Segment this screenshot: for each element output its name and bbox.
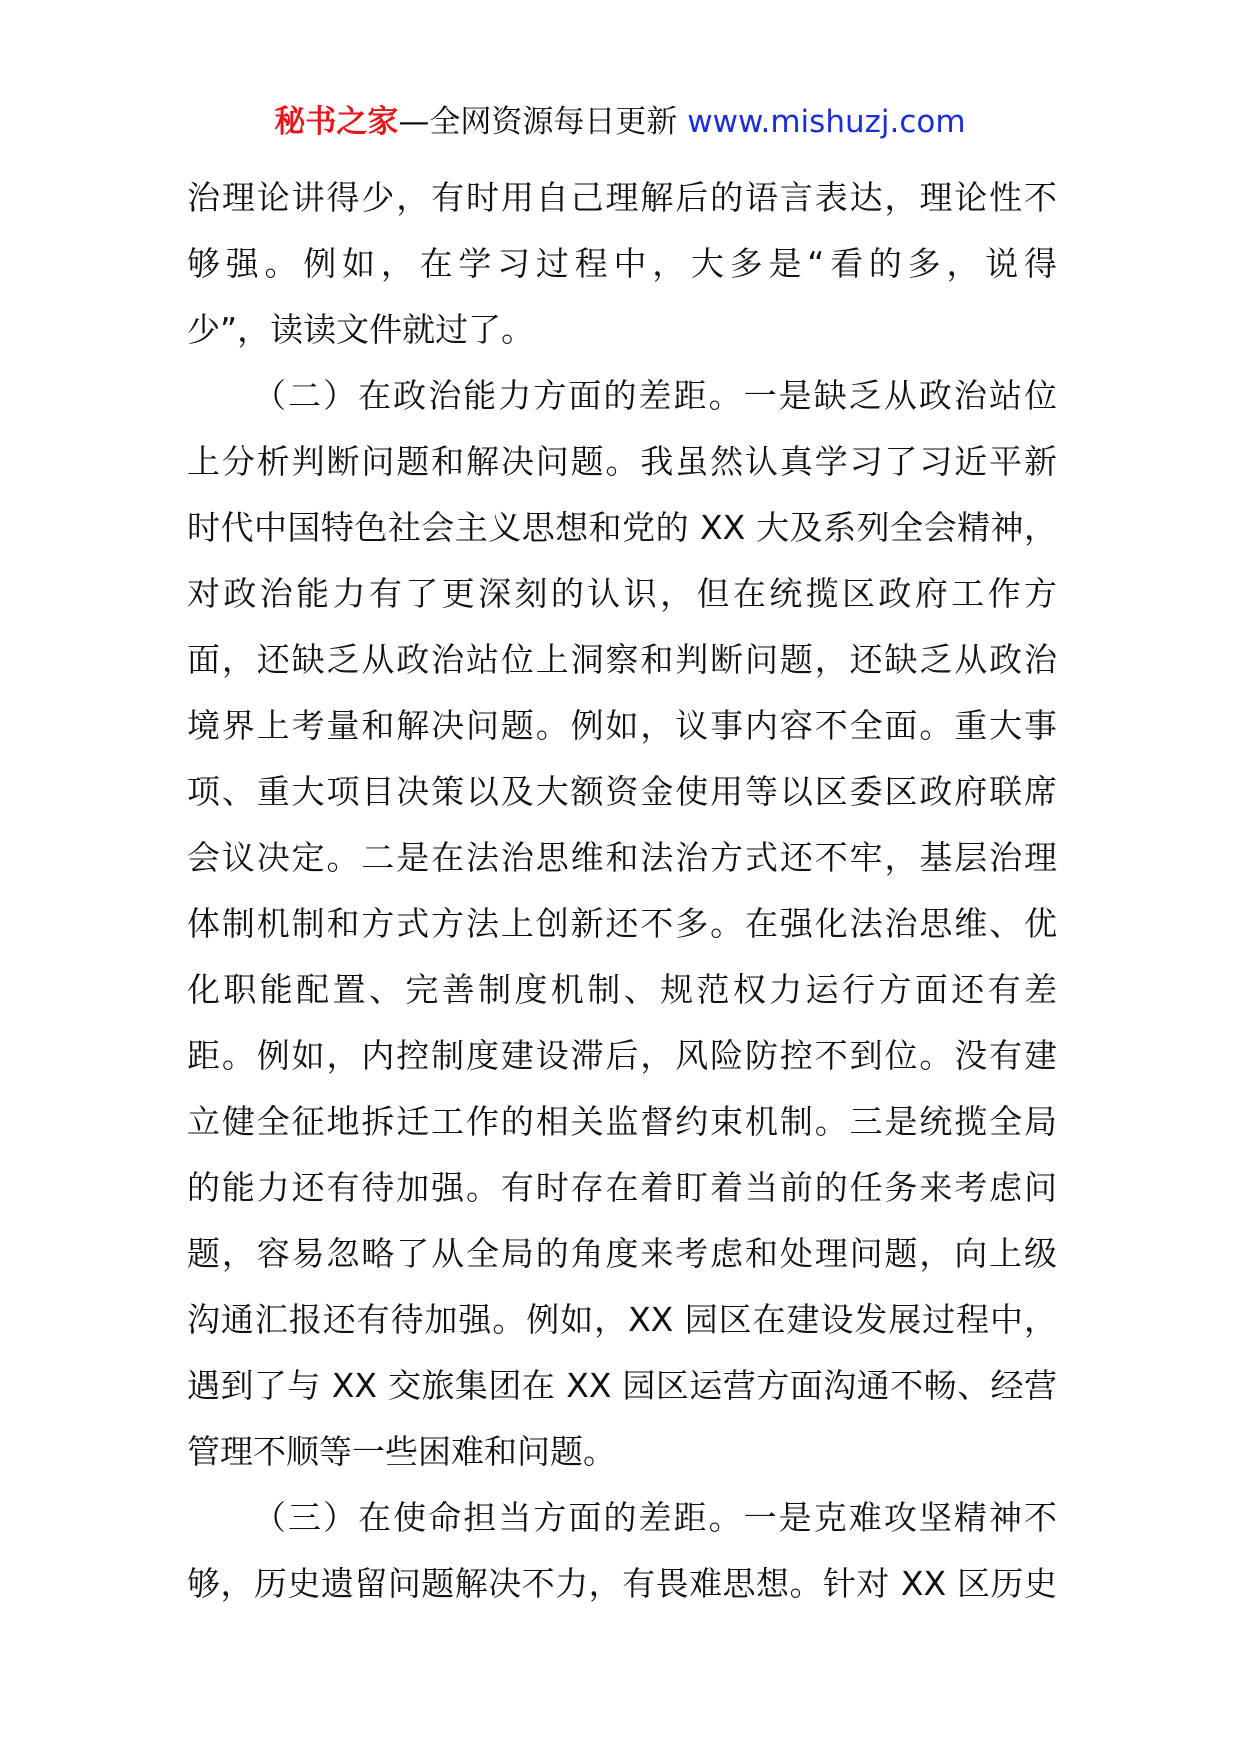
body-line: 遇到了与 XX 交旅集团在 XX 园区运营方面沟通不畅、经营 [187, 1366, 1057, 1405]
header-separator: — [398, 104, 430, 140]
site-header [0, 100, 1240, 144]
body-line: 上分析判断问题和解决问题。我虽然认真学习了习近平新 [187, 442, 1057, 481]
section-heading-line: （三）在使命担当方面的差距。一是克难攻坚精神不 [253, 1498, 1057, 1537]
body-line: 境界上考量和解决问题。例如，议事内容不全面。重大事 [187, 706, 1057, 745]
body-line: 项、重大项目决策以及大额资金使用等以区委区政府联席 [187, 772, 1057, 811]
body-line: 少”，读读文件就过了。 [187, 310, 535, 349]
body-line: 面，还缺乏从政治站位上洞察和判断问题，还缺乏从政治 [187, 640, 1057, 679]
document-body [187, 165, 1057, 1617]
body-line: 题，容易忽略了从全局的角度来考虑和处理问题，向上级 [187, 1234, 1057, 1273]
body-line: 距。例如，内控制度建设滞后，风险防控不到位。没有建 [187, 1036, 1057, 1075]
body-line: 的能力还有待加强。有时存在着盯着当前的任务来考虑问 [187, 1168, 1057, 1207]
site-tagline: 全网资源每日更新 [429, 104, 678, 140]
body-line: 够，历史遗留问题解决不力，有畏难思想。针对 XX 区历史 [187, 1564, 1057, 1603]
body-line: 时代中国特色社会主义思想和党的 XX 大及系列全会精神， [187, 508, 1057, 547]
body-line: 化职能配置、完善制度机制、规范权力运行方面还有差 [187, 970, 1057, 1009]
section-heading-line: （二）在政治能力方面的差距。一是缺乏从政治站位 [253, 376, 1057, 415]
body-line: 管理不顺等一些困难和问题。 [187, 1432, 616, 1471]
site-brand: 秘书之家 [274, 104, 399, 140]
body-line: 够强。例如，在学习过程中，大多是“看的多，说得 [187, 244, 1057, 283]
body-line: 治理论讲得少，有时用自己理解后的语言表达，理论性不 [187, 178, 1057, 217]
site-url-link[interactable]: www.mishuzj.com [687, 104, 966, 140]
body-line: 对政治能力有了更深刻的认识，但在统揽区政府工作方 [187, 574, 1057, 613]
body-line: 立健全征地拆迁工作的相关监督约束机制。三是统揽全局 [187, 1102, 1057, 1141]
body-line: 沟通汇报还有待加强。例如，XX 园区在建设发展过程中， [187, 1300, 1057, 1339]
body-line: 体制机制和方式方法上创新还不多。在强化法治思维、优 [187, 904, 1057, 943]
body-line: 会议决定。二是在法治思维和法治方式还不牢，基层治理 [187, 838, 1057, 877]
